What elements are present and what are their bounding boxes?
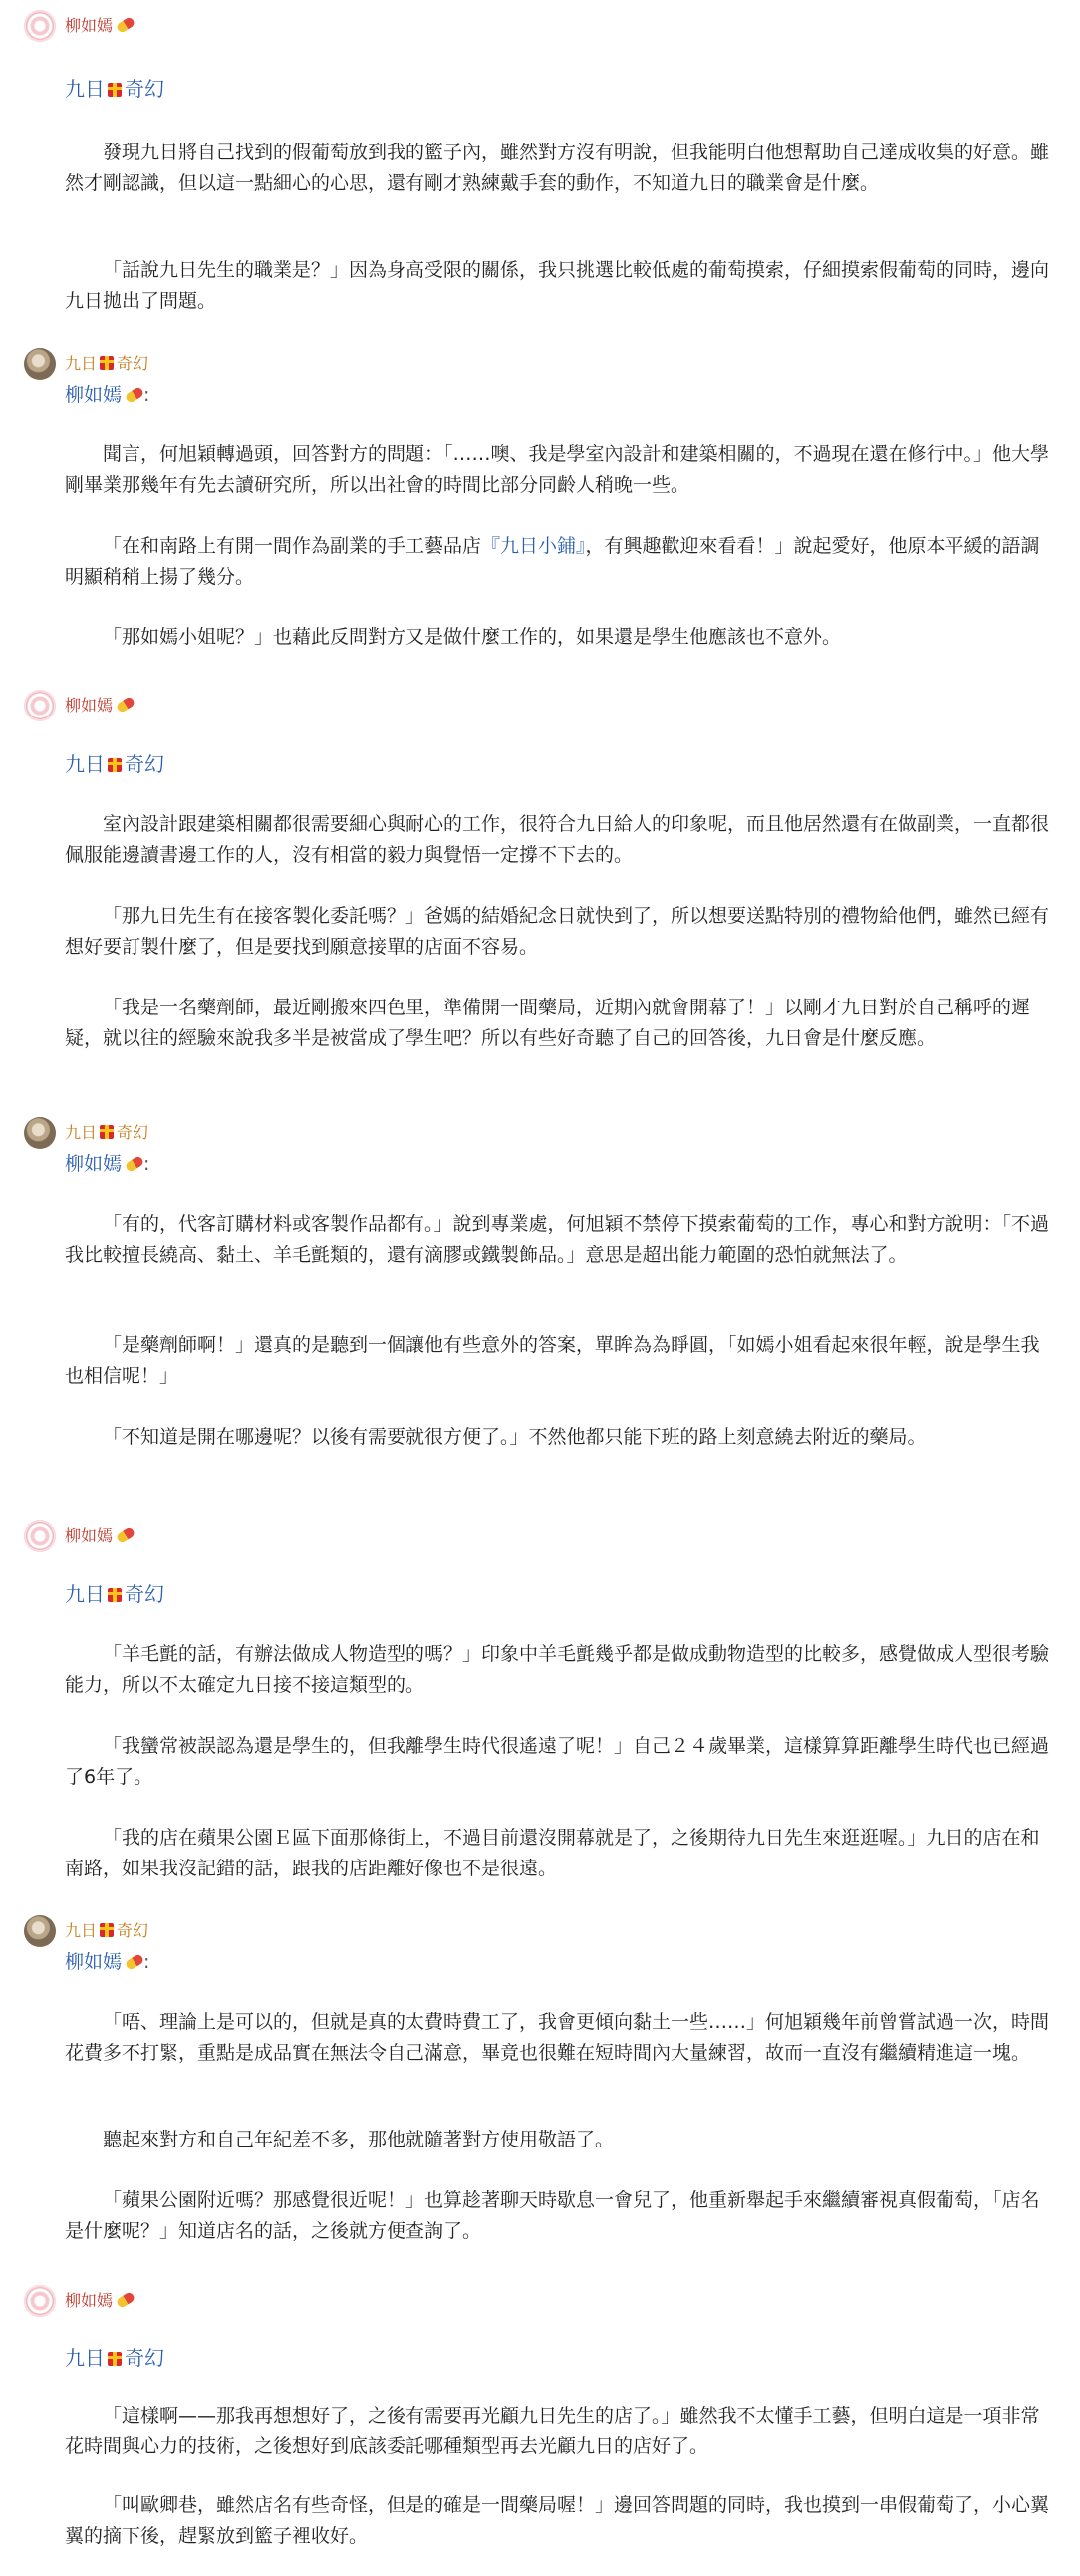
author-suffix: 奇幻 bbox=[117, 1921, 149, 1940]
paragraph: 「我是一名藥劑師，最近剛搬來四色里，準備開一間藥局，近期內就會開幕了！」以剛才九日對於自己稱呼的遲疑，就以往的經驗來說我多半是被當成了學生吧？所以有些好奇聽了自己的回答後，九日會是什麼反應。 bbox=[65, 997, 1031, 1049]
author-name[interactable] bbox=[65, 1526, 135, 1546]
gift-icon bbox=[108, 2352, 122, 2366]
colon: : bbox=[143, 1153, 150, 1175]
recipient-line[interactable] bbox=[65, 2345, 164, 2371]
paragraph: 「我蠻常被誤認為還是學生的，但我離學生時代很遙遠了呢！」自己２４歲畢業，這樣算算距離學生時代也已經過了6年了。 bbox=[65, 1735, 1050, 1788]
author-label: 九日 bbox=[65, 1921, 98, 1940]
recipient-line[interactable] bbox=[65, 76, 164, 102]
avatar[interactable] bbox=[24, 1117, 56, 1149]
author-name[interactable] bbox=[65, 1921, 148, 1941]
author-label: 九日 bbox=[65, 354, 98, 373]
recipient-label: 柳如嫣 bbox=[65, 1951, 123, 1973]
recipient-suffix: 奇幻 bbox=[125, 1582, 164, 1606]
pill-icon bbox=[116, 2291, 136, 2309]
paragraph: 「羊毛氈的話，有辦法做成人物造型的嗎？」印象中羊毛氈幾乎都是做成動物造型的比較多，感覺做成人型很考驗能力，所以不太確定九日接不接這類型的。 bbox=[65, 1643, 1050, 1696]
recipient-suffix: 奇幻 bbox=[125, 752, 164, 776]
post-header bbox=[0, 1911, 1080, 1951]
recipient-suffix: 奇幻 bbox=[125, 77, 164, 101]
pill-icon bbox=[125, 386, 145, 404]
post-header bbox=[0, 344, 1080, 384]
avatar[interactable] bbox=[24, 1915, 56, 1947]
post-header bbox=[0, 686, 1080, 725]
gift-icon bbox=[108, 1588, 122, 1602]
post-7 bbox=[0, 2281, 1080, 2547]
author-label: 柳如嫣 bbox=[65, 2291, 114, 2310]
author-label: 柳如嫣 bbox=[65, 1526, 114, 1545]
recipient-line[interactable] bbox=[65, 1949, 149, 1975]
post-1 bbox=[0, 6, 1080, 312]
paragraph: 「那如嫣小姐呢？」也藉此反問對方又是做什麼工作的，如果還是學生他應該也不意外。 bbox=[103, 626, 842, 648]
paragraph: 聞言，何旭穎轉過頭，回答對方的問題：「……噢、我是學室內設計和建築相關的，不過現在還在修行中。」他大學剛畢業那幾年有先去讀研究所，所以出社會的時間比部分同齡人稍晚一些。 bbox=[65, 443, 1050, 496]
author-name[interactable] bbox=[65, 1123, 148, 1143]
paragraph: 「叫歐卿巷，雖然店名有些奇怪，但是的確是一間藥局喔！」邊回答問題的同時，我也摸到一串假葡萄了，小心翼翼的摘下後，趕緊放到籃子裡收好。 bbox=[65, 2494, 1050, 2547]
colon: : bbox=[143, 384, 150, 406]
paragraph: 「這樣啊——那我再想想好了，之後有需要再光顧九日先生的店了。」雖然我不太懂手工藝，但明白這是一項非常花時間與心力的技術，之後想好到底該委託哪種類型再去光顧九日的店好了。 bbox=[65, 2405, 1040, 2457]
recipient-label: 柳如嫣 bbox=[65, 384, 123, 406]
colon: : bbox=[143, 1951, 150, 1973]
gift-icon bbox=[100, 356, 114, 370]
author-name[interactable] bbox=[65, 16, 135, 36]
pill-icon bbox=[116, 696, 136, 714]
author-suffix: 奇幻 bbox=[117, 354, 149, 373]
author-name[interactable] bbox=[65, 2291, 135, 2311]
gift-icon bbox=[108, 83, 122, 97]
author-suffix: 奇幻 bbox=[117, 1123, 149, 1142]
author-label: 柳如嫣 bbox=[65, 16, 114, 35]
paragraph: 「蘋果公園附近嗎？那感覺很近呢！」也算趁著聊天時歇息一會兒了，他重新舉起手來繼續審視真假葡萄，「店名是什麼呢？」知道店名的話，之後就方便查詢了。 bbox=[65, 2189, 1040, 2242]
avatar[interactable] bbox=[24, 690, 56, 721]
recipient-line[interactable] bbox=[65, 751, 164, 777]
paragraph: 「話說九日先生的職業是？」因為身高受限的關係，我只挑選比較低處的葡萄摸索，仔細摸索假葡萄的同時，邊向九日拋出了問題。 bbox=[65, 259, 1050, 312]
paragraph: 發現九日將自己找到的假葡萄放到我的籃子內，雖然對方沒有明說，但我能明白他想幫助自己達成收集的好意。雖然才剛認識，但以這一點細心的心思，還有剛才熟練戴手套的動作，不知道九日的職業會是什麼。 bbox=[65, 142, 1050, 194]
pill-icon bbox=[116, 1526, 136, 1544]
pill-icon bbox=[125, 1953, 145, 1971]
recipient-label: 九日 bbox=[65, 2346, 105, 2370]
pill-icon bbox=[125, 1155, 145, 1173]
recipient-label: 九日 bbox=[65, 1582, 105, 1606]
post-5 bbox=[0, 1516, 1080, 1879]
paragraph bbox=[65, 531, 1051, 593]
post-6 bbox=[0, 1911, 1080, 2242]
paragraph: 「有的，代客訂購材料或客製作品都有。」說到專業處，何旭穎不禁停下摸索葡萄的工作，專心和對方說明：「不過我比較擅長繞高、黏土、羊毛氈類的，還有滴膠或鐵製飾品。」意思是超出能力範圍的恐怕就無法了。 bbox=[65, 1213, 1050, 1266]
post-header bbox=[0, 6, 1080, 46]
author-name[interactable] bbox=[65, 696, 135, 716]
post-4 bbox=[0, 1113, 1080, 1448]
recipient-label: 九日 bbox=[65, 77, 105, 101]
pill-icon bbox=[116, 16, 136, 34]
paragraph: 「不知道是開在哪邊呢？以後有需要就很方便了。」不然他都只能下班的路上刻意繞去附近的藥局。 bbox=[103, 1426, 927, 1448]
recipient-label: 九日 bbox=[65, 752, 105, 776]
recipient-line[interactable] bbox=[65, 1151, 149, 1177]
paragraph: 「那九日先生有在接客製化委託嗎？」爸媽的結婚紀念日就快到了，所以想要送點特別的禮物給他們，雖然已經有想好要訂製什麼了，但是要找到願意接單的店面不容易。 bbox=[65, 905, 1050, 958]
post-3 bbox=[0, 686, 1080, 1049]
post-header bbox=[0, 1516, 1080, 1556]
post-2 bbox=[0, 344, 1080, 648]
shop-link[interactable]: 『九日小鋪』 bbox=[481, 535, 586, 557]
avatar[interactable] bbox=[24, 2285, 56, 2317]
paragraph: 「是藥劑師啊！」還真的是聽到一個讓他有些意外的答案，單眸為為睜圓，「如嫣小姐看起來很年輕，說是學生我也相信呢！」 bbox=[65, 1334, 1040, 1387]
author-name[interactable] bbox=[65, 354, 148, 374]
paragraph-text: ，有興趣歡迎來看看！」說起愛好，他原本平緩的語調明顯稍稍上揚了幾分。 bbox=[65, 535, 1040, 588]
recipient-label: 柳如嫣 bbox=[65, 1153, 123, 1175]
recipient-line[interactable] bbox=[65, 1581, 164, 1607]
avatar[interactable] bbox=[24, 348, 56, 380]
gift-icon bbox=[108, 758, 122, 772]
paragraph: 「我的店在蘋果公園Ｅ區下面那條街上，不過目前還沒開幕就是了，之後期待九日先生來逛逛喔。」九日的店在和南路，如果我沒記錯的話，跟我的店距離好像也不是很遠。 bbox=[65, 1827, 1040, 1879]
avatar[interactable] bbox=[24, 10, 56, 42]
author-label: 九日 bbox=[65, 1123, 98, 1142]
author-label: 柳如嫣 bbox=[65, 696, 114, 715]
post-header bbox=[0, 2281, 1080, 2321]
recipient-line[interactable] bbox=[65, 382, 149, 408]
recipient-suffix: 奇幻 bbox=[125, 2346, 164, 2370]
gift-icon bbox=[100, 1923, 114, 1937]
paragraph-text: 「在和南路上有開一間作為副業的手工藝品店 bbox=[103, 535, 482, 557]
paragraph: 「唔、理論上是可以的，但就是真的太費時費工了，我會更傾向黏土一些……」何旭穎幾年前曾嘗試過一次，時間花費多不打緊，重點是成品實在無法令自己滿意，畢竟也很難在短時間內大量練習，故而一直沒有繼續精進這一塊。 bbox=[65, 2011, 1050, 2064]
avatar[interactable] bbox=[24, 1520, 56, 1552]
paragraph: 聽起來對方和自己年紀差不多，那他就隨著對方使用敬語了。 bbox=[103, 2129, 615, 2150]
gift-icon bbox=[100, 1125, 114, 1139]
paragraph: 室內設計跟建築相關都很需要細心與耐心的工作，很符合九日給人的印象呢，而且他居然還有在做副業，一直都很佩服能邊讀書邊工作的人，沒有相當的毅力與覺悟一定撐不下去的。 bbox=[65, 813, 1050, 866]
post-header bbox=[0, 1113, 1080, 1153]
